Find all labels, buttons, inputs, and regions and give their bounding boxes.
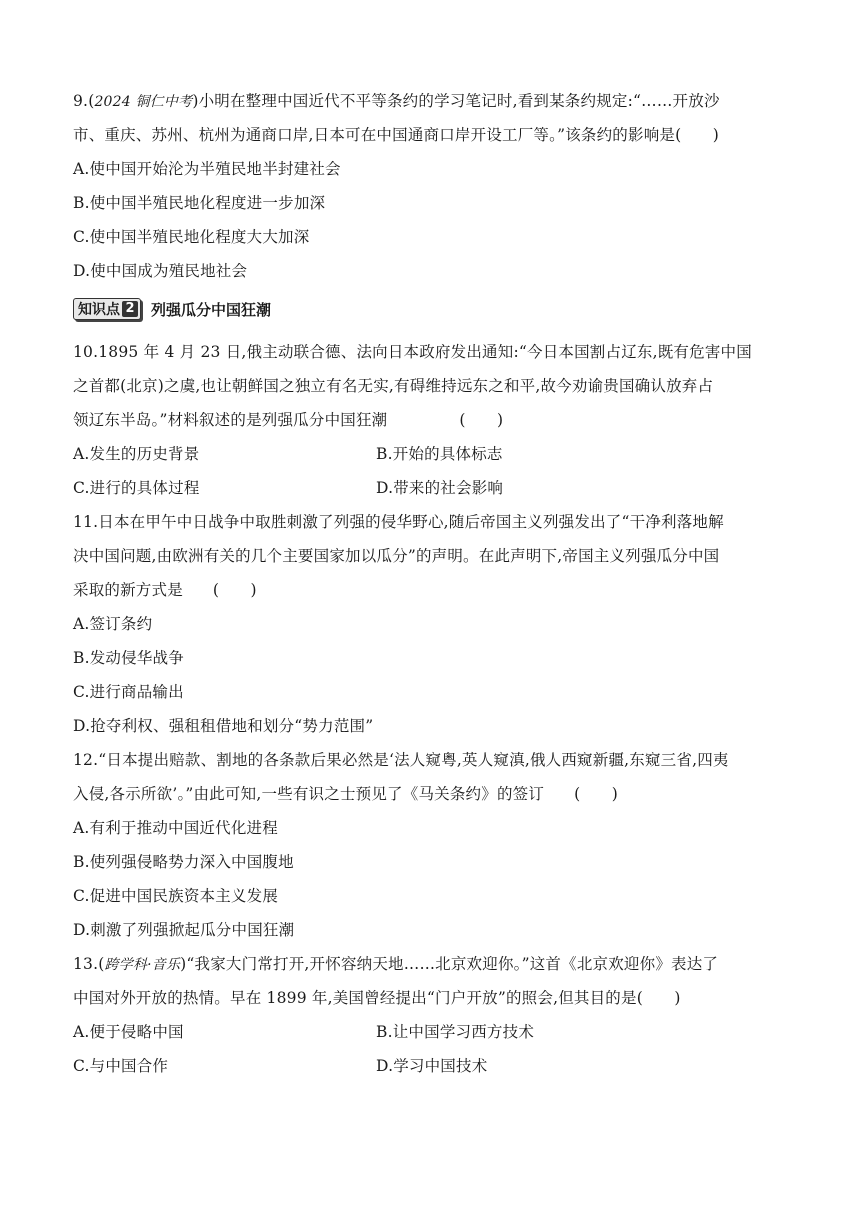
q12-stem-line-2: 入侵,各示所欲’。”由此可知,一些有识之士预见了《马关条约》的签订 ( ) [73, 785, 618, 803]
q9-option-c: C.使中国半殖民地化程度大大加深 [73, 228, 310, 246]
q13-option-d: D.学习中国技术 [376, 1057, 488, 1075]
section-header [73, 297, 271, 321]
q11-stem-line-3: 采取的新方式是 ( ) [73, 581, 257, 599]
q11-option-b: B.发动侵华战争 [73, 649, 184, 667]
q11-stem-line-1: 11.日本在甲午中日战争中取胜刺激了列强的侵华野心,随后帝国主义列强发出了“干净利落地解 [73, 513, 724, 531]
answer-bracket: ( ) [212, 581, 257, 599]
q12-option-a: A.有利于推动中国近代化进程 [73, 819, 278, 837]
q12-stem-line-1: 12.“日本提出赔款、割地的各条款后果必然是‘法人窥粤,英人窥滇,俄人西窥新疆,东窥三省,四夷 [73, 751, 729, 769]
q13-stem-line-1: 13.(跨学科·音乐)“我家大门常打开,开怀容纳天地……北京欢迎你。”这首《北京欢迎你》表达了 [73, 955, 719, 973]
q10-stem-line-2: 之首都(北京)之虞,也让朝鲜国之独立有名无实,有碍维持远东之和平,故今劝谕贵国确认放弃占 [73, 377, 714, 395]
q13-stem-line-2: 中国对外开放的热情。早在 1899 年,美国曾经提出“门户开放”的照会,但其目的是( ) [73, 989, 681, 1007]
q13-option-a: A.便于侵略中国 [73, 1023, 184, 1041]
answer-bracket: ( ) [459, 411, 504, 429]
q10-option-c: C.进行的具体过程 [73, 479, 200, 497]
q9-option-b: B.使中国半殖民地化程度进一步加深 [73, 194, 326, 212]
q13-source: 跨学科·音乐 [104, 957, 181, 973]
section-title: 列强瓜分中国狂潮 [151, 300, 272, 319]
q10-stem-line-3: 领辽东半岛。”材料叙述的是列强瓜分中国狂潮 ( ) [73, 411, 504, 429]
q9-source: 2024 铜仁中考 [94, 94, 193, 110]
q11-option-a: A.签订条约 [73, 615, 153, 633]
knowledge-point-number: 2 [122, 301, 138, 317]
q13-option-c: C.与中国合作 [73, 1057, 169, 1075]
q10-stem-line-1: 10.1895 年 4 月 23 日,俄主动联合德、法向日本政府发出通知:“今日本国割占辽东,既有危害中国 [73, 343, 752, 361]
q11-stem-line-2: 决中国问题,由欧洲有关的几个主要国家加以瓜分”的声明。在此声明下,帝国主义列强瓜分中国 [73, 547, 720, 565]
q10-option-a: A.发生的历史背景 [73, 445, 200, 463]
q12-option-d: D.刺激了列强掀起瓜分中国狂潮 [73, 921, 295, 939]
q11-option-c: C.进行商品输出 [73, 683, 184, 701]
q10-option-d: D.带来的社会影响 [376, 479, 504, 497]
q11-option-d: D.抢夺利权、强租租借地和划分“势力范围” [73, 717, 374, 735]
q9-option-d: D.使中国成为殖民地社会 [73, 262, 248, 280]
q9-option-a: A.使中国开始沦为半殖民地半封建社会 [73, 160, 341, 178]
knowledge-point-badge: 知识点 2 [73, 298, 141, 320]
q10-option-b: B.开始的具体标志 [376, 445, 503, 463]
q12-option-c: C.促进中国民族资本主义发展 [73, 887, 279, 905]
answer-bracket: ( ) [574, 785, 618, 803]
q12-option-b: B.使列强侵略势力深入中国腹地 [73, 853, 294, 871]
q9-stem-line-1: 9.(2024 铜仁中考)小明在整理中国近代不平等条约的学习笔记时,看到某条约规定:“……开放沙 [73, 92, 720, 110]
q9-stem-line-2: 市、重庆、苏州、杭州为通商口岸,日本可在中国通商口岸开设工厂等。”该条约的影响是( ) [73, 126, 719, 144]
q13-option-b: B.让中国学习西方技术 [376, 1023, 535, 1041]
